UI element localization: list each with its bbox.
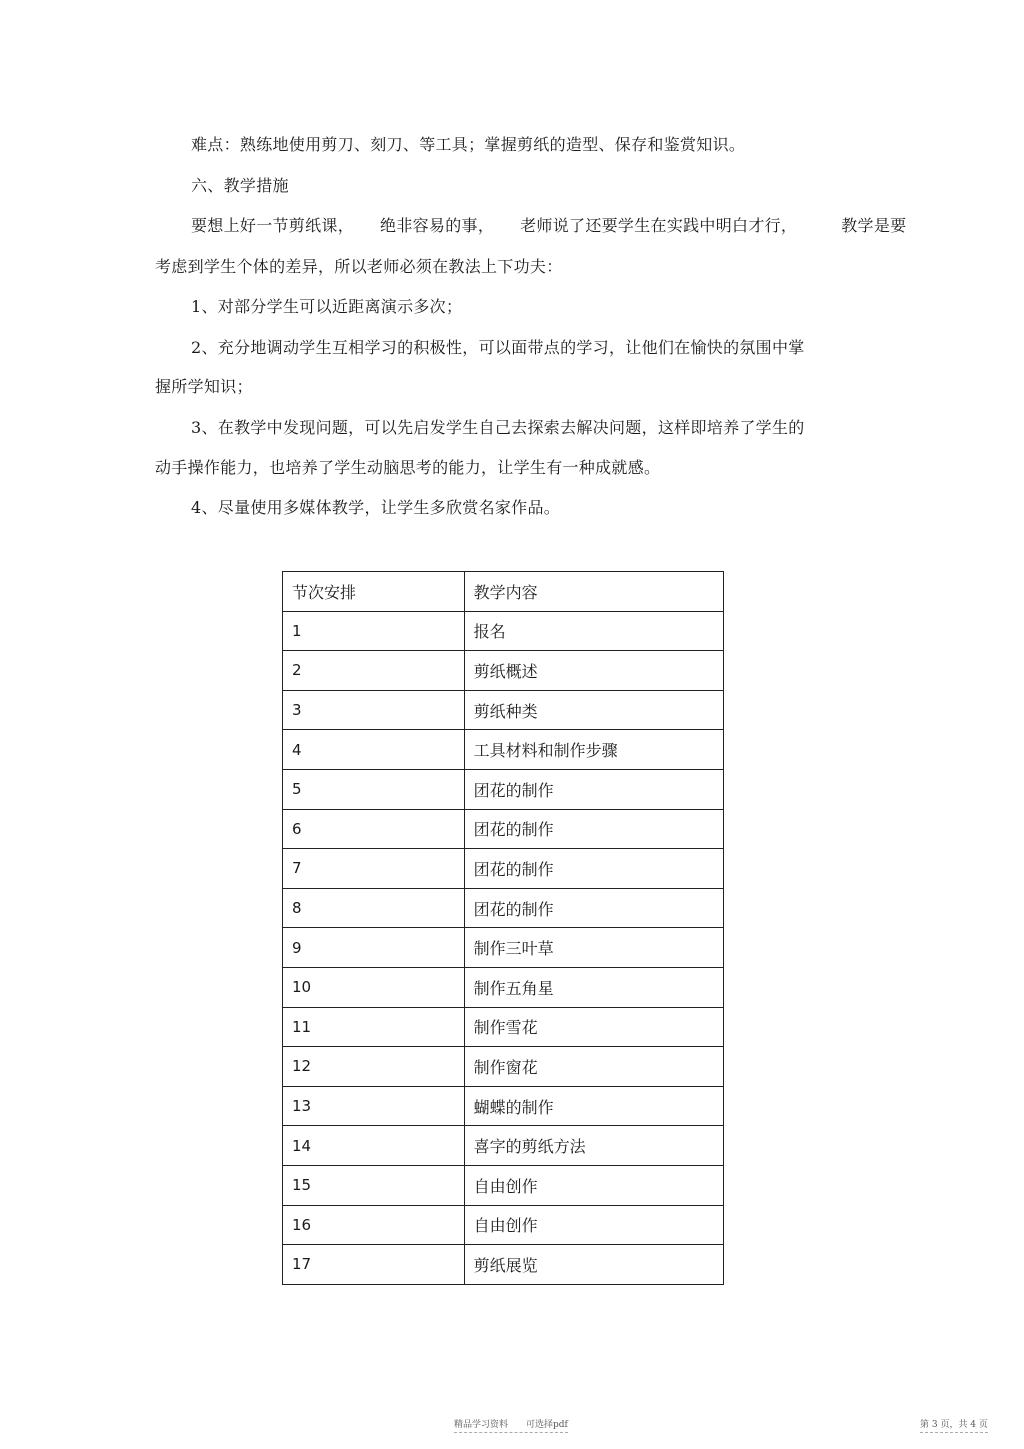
session-content: 团花的制作 — [464, 888, 723, 928]
session-content: 制作三叶草 — [464, 928, 723, 968]
measure-item-3-continued: 动手操作能力，也培养了学生动脑思考的能力，让学生有一种成就感。 — [155, 458, 661, 477]
footer-divider — [920, 1432, 988, 1433]
footer-divider — [454, 1432, 568, 1433]
paragraph-difficulty: 难点：熟练地使用剪刀、刻刀、等工具；掌握剪纸的造型、保存和鉴赏知识。 — [191, 135, 746, 154]
table-row — [283, 967, 724, 1007]
measure-item-3: 3、在教学中发现问题，可以先启发学生自己去探索去解决问题，这样即培养了学生的 — [191, 418, 805, 437]
table-row — [283, 1245, 724, 1285]
session-content: 工具材料和制作步骤 — [464, 730, 723, 770]
table-header-row — [283, 572, 724, 612]
session-content: 蝴蝶的制作 — [464, 1086, 723, 1126]
footer-page-number — [920, 1417, 988, 1433]
session-content: 团花的制作 — [464, 809, 723, 849]
table-row — [283, 611, 724, 651]
session-number: 2 — [283, 651, 465, 691]
table-row — [283, 651, 724, 691]
table-row — [283, 928, 724, 968]
table-row — [283, 809, 724, 849]
header-session: 节次安排 — [283, 572, 465, 612]
session-content: 报名 — [464, 611, 723, 651]
session-number: 11 — [283, 1007, 465, 1047]
page-number-text: 第 3 页，共 4 页 — [920, 1420, 988, 1430]
schedule-table — [282, 571, 724, 1285]
session-number: 8 — [283, 888, 465, 928]
table-row — [283, 769, 724, 809]
session-number: 4 — [283, 730, 465, 770]
session-number: 13 — [283, 1086, 465, 1126]
session-content: 团花的制作 — [464, 769, 723, 809]
session-content: 剪纸概述 — [464, 651, 723, 691]
intro-part-3: 老师说了还要学生在实践中明白才行， — [520, 216, 798, 235]
session-content: 制作窗花 — [464, 1047, 723, 1087]
table-row — [283, 730, 724, 770]
session-number: 12 — [283, 1047, 465, 1087]
session-content: 制作五角星 — [464, 967, 723, 1007]
session-number: 14 — [283, 1126, 465, 1166]
session-number: 7 — [283, 849, 465, 889]
intro-part-2: 绝非容易的事， — [380, 216, 495, 235]
table-row — [283, 1047, 724, 1087]
session-content: 剪纸展览 — [464, 1245, 723, 1285]
session-number: 10 — [283, 967, 465, 1007]
session-content: 团花的制作 — [464, 849, 723, 889]
table-row — [283, 1126, 724, 1166]
session-content: 制作雪花 — [464, 1007, 723, 1047]
footer-source-text: 精品学习资料 可选择pdf — [454, 1420, 568, 1430]
session-number: 6 — [283, 809, 465, 849]
paragraph-intro-continued: 考虑到学生个体的差异，所以老师必须在教法上下功夫： — [155, 257, 563, 276]
session-number: 9 — [283, 928, 465, 968]
table-row — [283, 888, 724, 928]
measure-item-4: 4、尽量使用多媒体教学，让学生多欣赏名家作品。 — [191, 498, 561, 517]
session-number: 5 — [283, 769, 465, 809]
session-number: 16 — [283, 1205, 465, 1245]
session-number: 3 — [283, 690, 465, 730]
table-row — [283, 849, 724, 889]
session-number: 17 — [283, 1245, 465, 1285]
session-content: 剪纸种类 — [464, 690, 723, 730]
session-number: 1 — [283, 611, 465, 651]
intro-part-1: 要想上好一节剪纸课， — [191, 216, 355, 235]
table-row — [283, 1165, 724, 1205]
session-content: 自由创作 — [464, 1165, 723, 1205]
section-heading-teaching-measures: 六、教学措施 — [191, 176, 289, 195]
header-content: 教学内容 — [464, 572, 723, 612]
session-number: 15 — [283, 1165, 465, 1205]
session-content: 喜字的剪纸方法 — [464, 1126, 723, 1166]
table-row — [283, 690, 724, 730]
paragraph-intro — [191, 216, 906, 236]
measure-item-2-continued: 握所学知识； — [155, 377, 253, 396]
measure-item-2: 2、充分地调动学生互相学习的积极性，可以面带点的学习，让他们在愉快的氛围中掌 — [191, 338, 805, 357]
table-row — [283, 1205, 724, 1245]
intro-part-4: 教学是要 — [841, 216, 907, 235]
table-row — [283, 1007, 724, 1047]
footer-source — [454, 1417, 568, 1433]
measure-item-1: 1、对部分学生可以近距离演示多次； — [191, 297, 463, 316]
table-row — [283, 1086, 724, 1126]
session-content: 自由创作 — [464, 1205, 723, 1245]
